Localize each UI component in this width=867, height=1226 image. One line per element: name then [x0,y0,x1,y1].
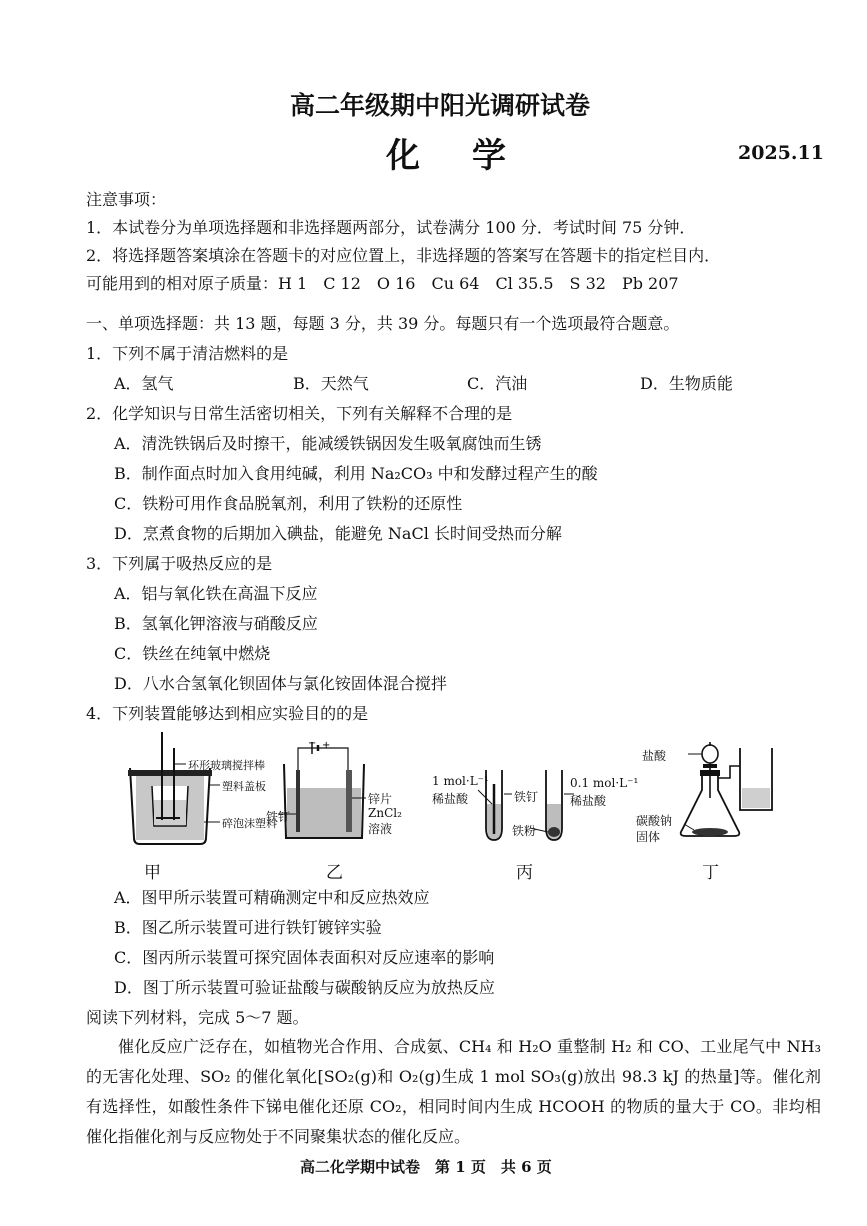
question-1-option-c: C．汽油 [467,374,528,393]
acid-2-label: 稀盐酸 [570,794,607,808]
question-3-option-c: C．铁丝在纯氧中燃烧 [114,644,271,663]
svg-text:−: − [308,738,317,749]
exam-date: 2025.11 [738,142,824,164]
question-2-option-b: B．制作面点时加入食用纯碱，利用 Na₂CO₃ 中和发酵过程产生的酸 [114,464,598,483]
flask-diagram [648,738,778,854]
figure-yi-caption: 乙 [326,863,343,883]
iron-nail-label: 铁钉 [266,810,291,824]
question-1-option-d: D．生物质能 [640,374,733,393]
figure-ding-flask [636,738,778,854]
figure-bing-test-tubes [432,764,642,854]
question-2-stem: 2．化学知识与日常生活密切相关，下列有关解释不合理的是 [86,404,513,423]
question-4-stem: 4．下列装置能够达到相应实验目的的是 [86,704,369,723]
question-4-option-b: B．图乙所示装置可进行铁钉镀锌实验 [114,918,382,937]
solid-label: 固体 [636,830,661,844]
page-footer: 高二化学期中试卷 第 1 页 共 6 页 [300,1158,552,1176]
zncl2-label: ZnCl₂ [368,806,402,820]
question-1-option-a: A．氢气 [114,374,174,393]
question-4-option-a: A．图甲所示装置可精确测定中和反应热效应 [114,888,430,907]
question-4-option-c: C．图丙所示装置可探究固体表面积对反应速率的影响 [114,948,495,967]
question-3-option-a: A．铝与氧化铁在高温下反应 [114,584,318,603]
reading-intro: 阅读下列材料，完成 5～7 题。 [86,1008,309,1027]
acid-1-label: 稀盐酸 [432,792,469,806]
question-1-stem: 1．下列不属于清洁燃料的是 [86,344,289,363]
nail-tube-label: 铁钉 [514,790,539,804]
svg-text:+: + [322,740,331,751]
exam-title: 高二年级期中阳光调研试卷 [290,91,591,120]
subject-title: 化学 [386,136,558,176]
na2co3-label: 碳酸钠 [636,814,673,828]
atomic-masses: 可能用到的相对原子质量：H 1 C 12 O 16 Cu 64 Cl 35.5 S 32 Pb 207 [86,274,679,293]
lid-label: 塑料盖板 [222,780,266,793]
reading-paragraph: 催化反应广泛存在，如植物光合作用、合成氨、CH₄ 和 H₂O 重整制 H₂ 和 CO、工业尾气中 NH₃ 的无害化处理、SO₂ 的催化氧化[SO₂(g)和 O₂(g)生成 1 mol SO₃(g)放出 98.3 kJ 的热量]等。催化剂有选择性，如酸性条件下锑电催化还原 CO₂，相同时间内生成 HCOOH 的物质的量大于 CO。非均相催化指催化剂与反应物处于不同聚集状态的催化反应。 [86,1037,821,1146]
figure-yi-electroplating [266,738,408,852]
conc-1-label: 1 mol·L⁻¹ [432,774,489,788]
note-item-2: 2．将选择题答案填涂在答题卡的对应位置上，非选择题的答案写在答题卡的指定栏目内． [86,246,721,265]
question-2-option-a: A．清洗铁锅后及时擦干，能减缓铁锅因发生吸氧腐蚀而生锈 [114,434,542,453]
notes-heading: 注意事项： [86,190,167,209]
figure-ding-caption: 丁 [702,863,719,883]
solution-label: 溶液 [368,822,393,836]
question-4-option-d: D．图丁所示装置可验证盐酸与碳酸钠反应为放热反应 [114,978,495,997]
figure-bing-caption: 丙 [516,863,533,883]
conc-2-label: 0.1 mol·L⁻¹ [570,776,639,790]
figure-jia-caption: 甲 [144,863,161,883]
question-3-option-b: B．氢氧化钾溶液与硝酸反应 [114,614,318,633]
question-2-option-d: D．烹煮食物的后期加入碘盐，能避免 NaCl 长时间受热而分解 [114,524,562,543]
question-3-option-d: D．八水合氢氧化钡固体与氯化铵固体混合搅拌 [114,674,447,693]
zinc-plate-label: 锌片 [368,792,393,806]
hcl-label: 盐酸 [642,749,667,763]
figure-jia-calorimeter [120,728,277,854]
section-heading: 一、单项选择题：共 13 题，每题 3 分，共 39 分。每题只有一个选项最符合题意。 [86,314,680,333]
stirrer-label: 环形玻璃搅拌棒 [188,759,265,772]
question-1-option-b: B．天然气 [293,374,369,393]
question-3-stem: 3．下列属于吸热反应的是 [86,554,273,573]
question-2-option-c: C．铁粉可用作食品脱氧剂，利用了铁粉的还原性 [114,494,463,513]
foam-label: 碎泡沫塑料 [222,817,277,830]
iron-powder-label: 铁粉 [512,824,537,838]
note-item-1: 1．本试卷分为单项选择题和非选择题两部分，试卷满分 100 分．考试时间 75 分钟． [86,218,696,237]
